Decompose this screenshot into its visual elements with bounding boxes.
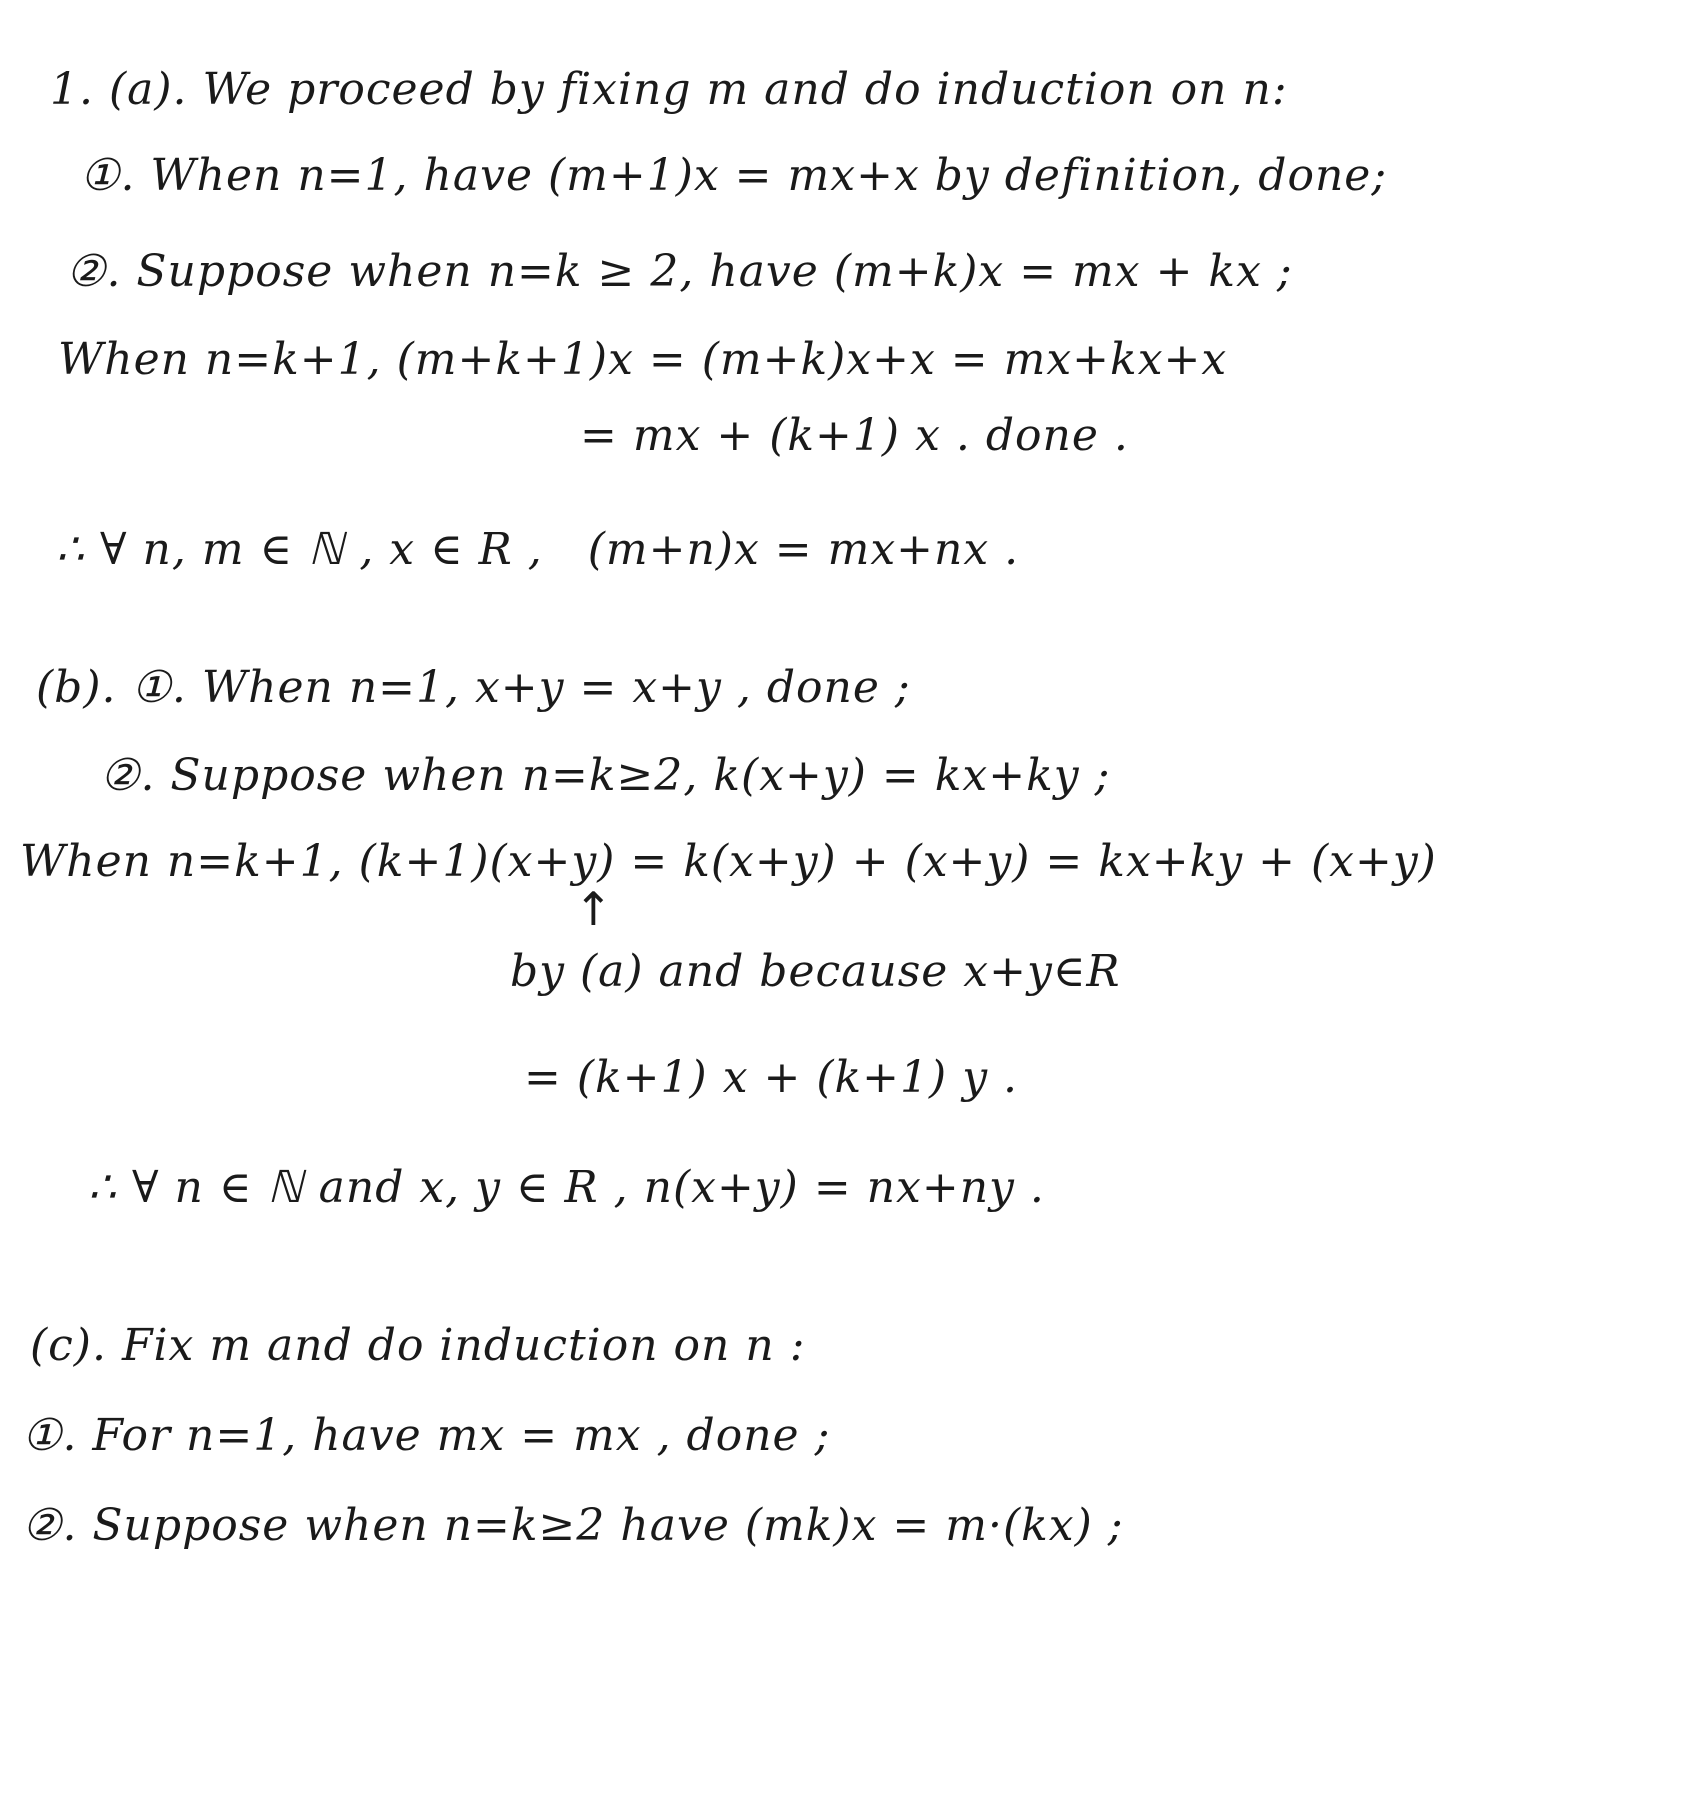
part-b-inductive-step-cont: = (k+1) x + (k+1) y . — [524, 1052, 1019, 1103]
part-b-inductive-hypothesis: ②. Suppose when n=k≥2, k(x+y) = kx+ky ; — [100, 750, 1111, 801]
part-b-justification: by (a) and because x+y∈R — [510, 946, 1121, 997]
part-a-inductive-step-cont: = mx + (k+1) x . done . — [580, 410, 1129, 461]
part-c-intro: (c). Fix m and do induction on n : — [30, 1320, 806, 1371]
part-a-conclusion: ∴ ∀ n, m ∈ ℕ , x ∈ R , (m+n)x = mx+nx . — [56, 524, 1020, 575]
part-a-base-case: ①. When n=1, have (m+1)x = mx+x by definition, done; — [80, 150, 1388, 201]
part-a-inductive-hypothesis: ②. Suppose when n=k ≥ 2, have (m+k)x = mx + kx ; — [66, 246, 1293, 297]
part-b-conclusion: ∴ ∀ n ∈ ℕ and x, y ∈ R , n(x+y) = nx+ny . — [88, 1162, 1045, 1213]
part-b-inductive-step: When n=k+1, (k+1)(x+y) = k(x+y) + (x+y) = kx+ky + (x+y) — [20, 836, 1437, 887]
part-a-intro: 1. (a). We proceed by fixing m and do induction on n: — [50, 64, 1288, 115]
part-b-base-case: (b). ①. When n=1, x+y = x+y , done ; — [36, 662, 911, 713]
part-c-inductive-hypothesis: ②. Suppose when n=k≥2 have (mk)x = m·(kx) ; — [22, 1500, 1124, 1551]
part-c-base-case: ①. For n=1, have mx = mx , done ; — [22, 1410, 831, 1461]
part-a-inductive-step: When n=k+1, (m+k+1)x = (m+k)x+x = mx+kx+x — [58, 334, 1228, 385]
up-arrow-icon: ↑ — [574, 882, 613, 936]
